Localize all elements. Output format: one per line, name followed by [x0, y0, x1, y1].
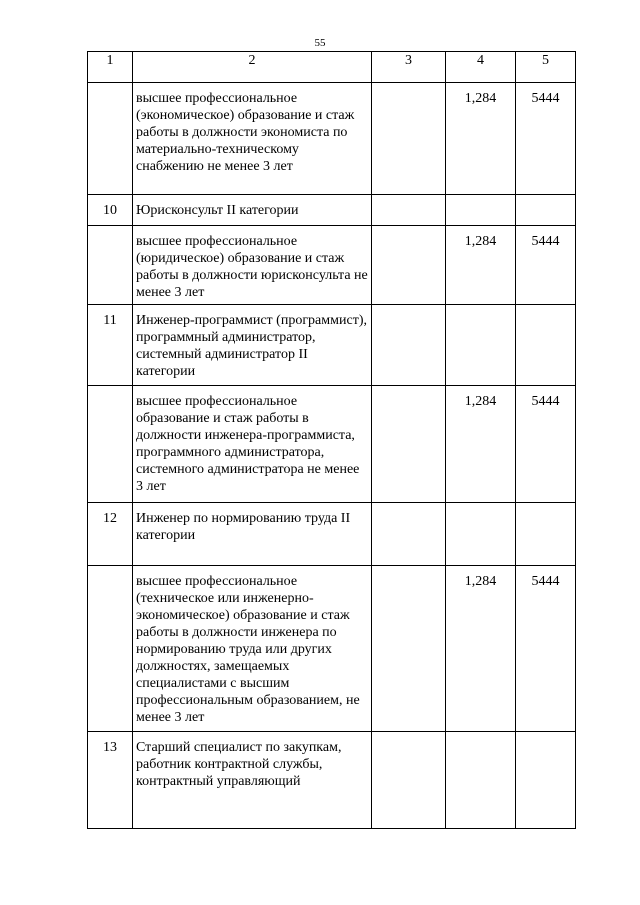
row-amount — [516, 503, 576, 566]
row-col3 — [372, 195, 446, 226]
row-amount — [516, 305, 576, 386]
table-row — [88, 503, 576, 566]
table-row — [88, 566, 576, 732]
row-description: Инженер-программист (программист), программный администратор, системный администратор II категории — [133, 305, 372, 386]
positions-table — [87, 51, 576, 829]
row-description: высшее профессиональное образование и стаж работы в должности инженера-программиста, программного администратора, системного администратора не менее 3 лет — [133, 386, 372, 503]
table-row — [88, 305, 576, 386]
row-col3 — [372, 732, 446, 829]
row-description: Юрисконсульт II категории — [133, 195, 372, 226]
row-number — [88, 386, 133, 503]
row-coefficient — [446, 503, 516, 566]
header-cell: 2 — [133, 52, 372, 83]
row-coefficient — [446, 305, 516, 386]
table-row — [88, 386, 576, 503]
row-coefficient: 1,284 — [446, 566, 516, 732]
row-coefficient: 1,284 — [446, 226, 516, 305]
row-col3 — [372, 305, 446, 386]
header-cell: 5 — [516, 52, 576, 83]
row-description: Старший специалист по закупкам, работник контрактной службы, контрактный управляющий — [133, 732, 372, 829]
table-row — [88, 732, 576, 829]
row-coefficient — [446, 195, 516, 226]
header-cell: 4 — [446, 52, 516, 83]
row-amount — [516, 732, 576, 829]
row-description: Инженер по нормированию труда II категории — [133, 503, 372, 566]
row-amount: 5444 — [516, 386, 576, 503]
row-number — [88, 566, 133, 732]
header-cell: 1 — [88, 52, 133, 83]
row-amount — [516, 195, 576, 226]
row-number: 13 — [88, 732, 133, 829]
row-coefficient: 1,284 — [446, 83, 516, 195]
row-number: 10 — [88, 195, 133, 226]
table-row — [88, 195, 576, 226]
row-coefficient: 1,284 — [446, 386, 516, 503]
row-description: высшее профессиональное (юридическое) образование и стаж работы в должности юрисконсульта не менее 3 лет — [133, 226, 372, 305]
row-col3 — [372, 566, 446, 732]
row-description: высшее профессиональное (экономическое) образование и стаж работы в должности экономиста по материально-техническому снабжению не менее 3 лет — [133, 83, 372, 195]
row-amount: 5444 — [516, 83, 576, 195]
row-col3 — [372, 83, 446, 195]
row-col3 — [372, 503, 446, 566]
row-amount: 5444 — [516, 566, 576, 732]
row-amount: 5444 — [516, 226, 576, 305]
row-number — [88, 226, 133, 305]
row-col3 — [372, 226, 446, 305]
row-number: 12 — [88, 503, 133, 566]
table-row — [88, 83, 576, 195]
row-col3 — [372, 386, 446, 503]
table-row — [88, 226, 576, 305]
row-number: 11 — [88, 305, 133, 386]
page-number: 55 — [314, 37, 326, 49]
header-cell: 3 — [372, 52, 446, 83]
row-number — [88, 83, 133, 195]
row-coefficient — [446, 732, 516, 829]
table-header-row — [88, 52, 576, 83]
row-description: высшее профессиональное (техническое или инженерно-экономическое) образование и стаж работы в должности инженера по нормированию труда или других должностях, замещаемых специалистами с высшим профессиональным образованием, не менее 3 лет — [133, 566, 372, 732]
